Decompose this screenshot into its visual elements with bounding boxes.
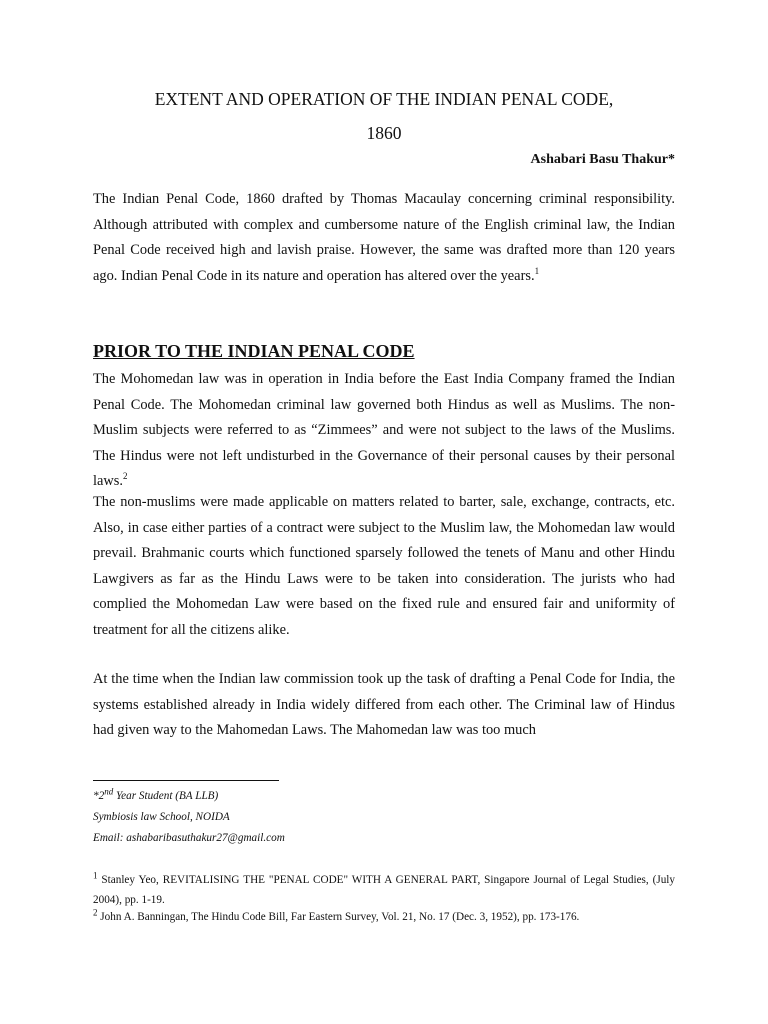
author-email[interactable]: Email: ashabaribasuthakur27@gmail.com	[93, 832, 285, 844]
footnote-2	[93, 907, 675, 927]
paper-title-line-2: 1860	[366, 123, 402, 143]
body-paragraph-3: The non-muslims were made applicable on matters related to barter, sale, exchange, contracts, etc. Also, in case either parties of a contract were subject to the Muslim law, the Mohomedan law would prevail. Brahmanic courts which functioned sparsely followed the tenets of Manu and other Hindu Lawgivers as far as the Hindu Laws were to be taken into consideration. The jurists who had complied the Mohomedan Law were based on the fixed rule and ensured fair and uniformity of treatment for all the citizens alike.	[93, 494, 675, 638]
paper-title-line-1: EXTENT AND OPERATION OF THE INDIAN PENAL CODE,	[154, 89, 614, 109]
author-name: Ashabari Basu Thakur*	[530, 152, 675, 167]
footnote-1	[93, 870, 675, 910]
section-heading: PRIOR TO THE INDIAN PENAL CODE	[93, 341, 415, 361]
footnote-ref-2[interactable]: 2	[122, 471, 128, 482]
author-footnote	[93, 786, 675, 806]
author-note-prefix: *2	[93, 790, 105, 802]
body-paragraph-4: At the time when the Indian law commission took up the task of drafting a Penal Code for India, the systems established already in India widely differed from each other. The Criminal law of Hindus had given way to the Mahomedan Laws. The Mahomedan law was too much	[93, 671, 675, 739]
body-paragraph-2	[93, 367, 675, 495]
body-paragraph-2-text: The Mohomedan law was in operation in India before the East India Company framed the Indian Penal Code. The Mohomedan criminal law governed both Hindus as well as Muslims. The non-Muslim subjects were referred to as “Zimmees” and were not subject to the laws of the Muslims. The Hindus were not left undisturbed in the Governance of their personal causes by their personal laws.	[93, 371, 675, 490]
footnote-2-text: John A. Banningan, The Hindu Code Bill, Far Eastern Survey, Vol. 21, No. 17 (Dec. 3, 1952), pp. 173-176.	[97, 911, 580, 923]
footnote-2-number: 2	[93, 907, 98, 918]
footnote-1-text: Stanley Yeo, REVITALISING THE "PENAL CODE" WITH A GENERAL PART, Singapore Journal of Legal Studies, (July 2004), pp. 1-19.	[93, 874, 675, 906]
author-note-rest: Year Student (BA LLB)	[113, 790, 219, 802]
footnote-divider	[93, 780, 279, 781]
footnote-ref-1[interactable]: 1	[534, 265, 540, 276]
intro-paragraph	[93, 187, 675, 289]
author-note-sup: nd	[104, 786, 114, 797]
author-school: Symbiosis law School, NOIDA	[93, 811, 230, 823]
intro-paragraph-text: The Indian Penal Code, 1860 drafted by Thomas Macaulay concerning criminal responsibility. Although attributed with complex and cumbersome nature of the English criminal law, the Indian Penal Code received high and lavish praise. However, the same was drafted more than 120 years ago. Indian Penal Code in its nature and operation has altered over the years.	[93, 191, 675, 284]
footnote-1-number: 1	[93, 870, 98, 881]
